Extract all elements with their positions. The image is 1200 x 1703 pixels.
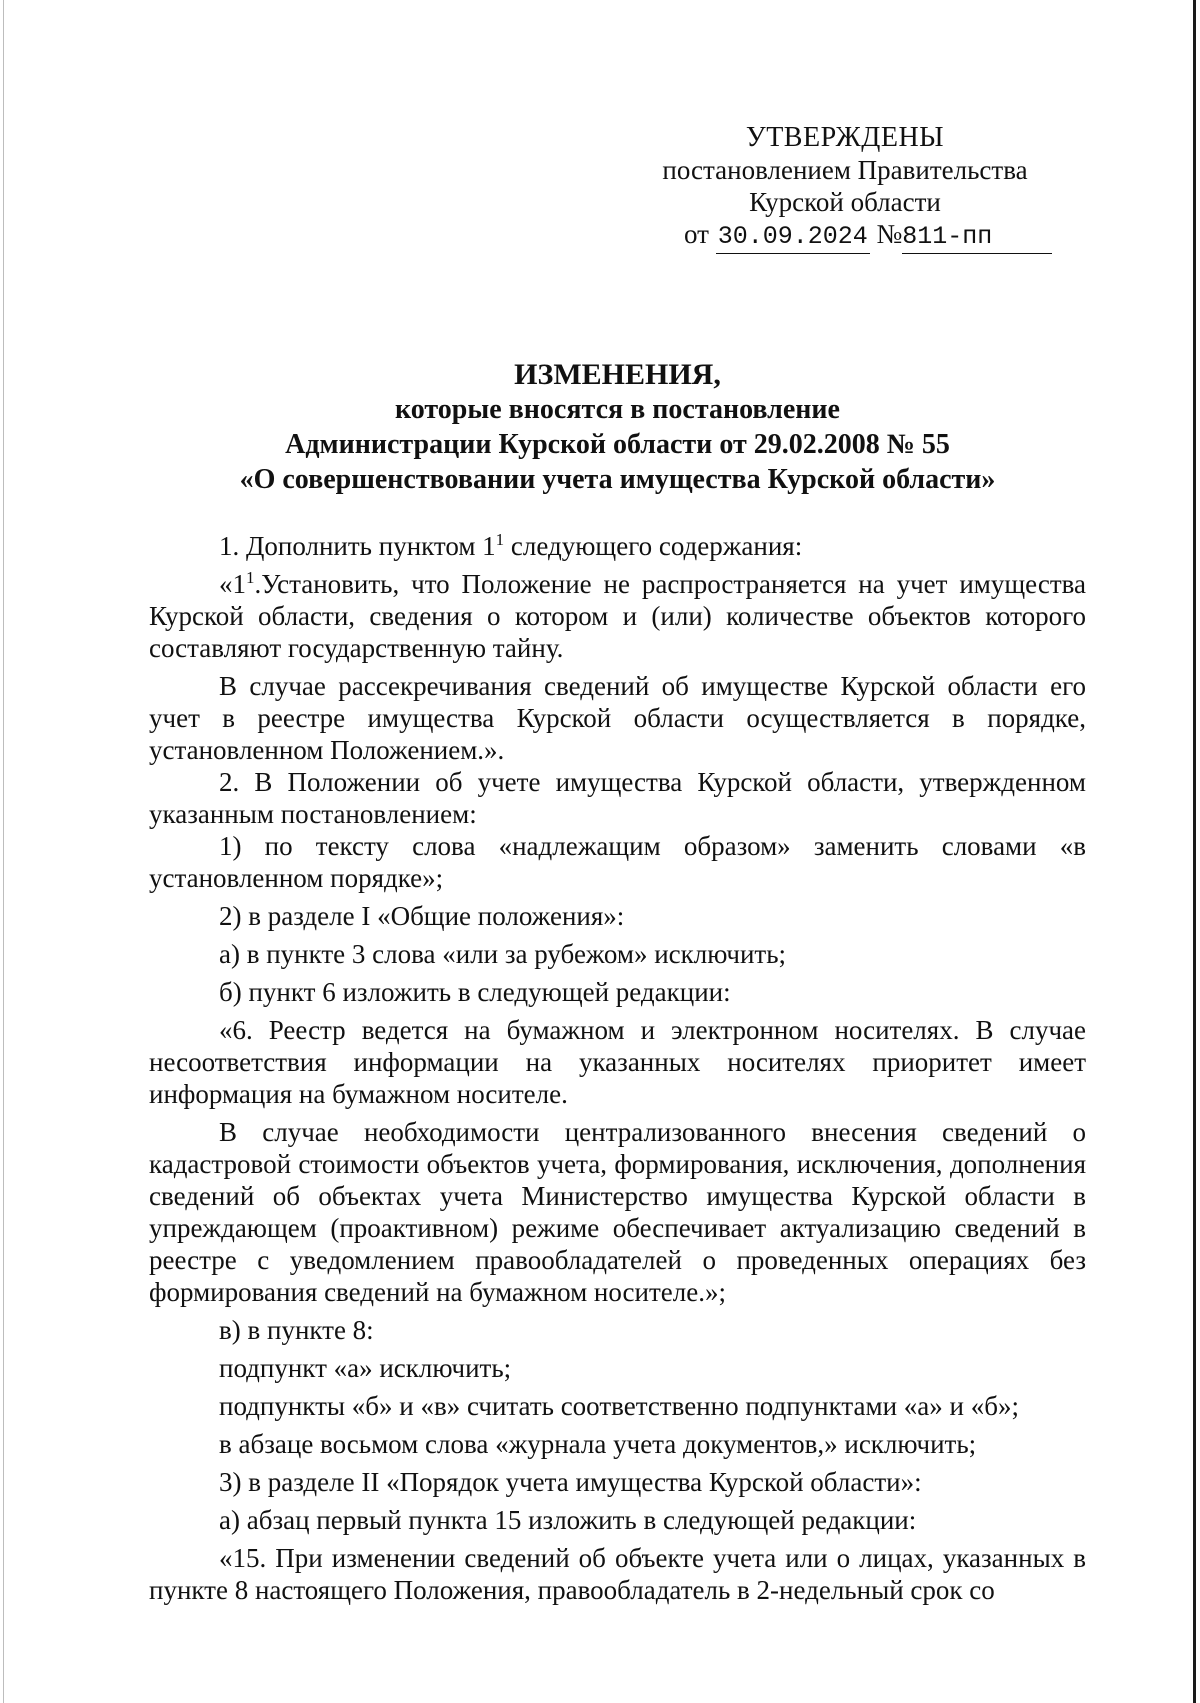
paragraph-2 [149, 562, 1086, 664]
paragraph-12: подпункт «а» исключить; [219, 1353, 512, 1383]
paragraph-8: б) пункт 6 изложить в следующей редакции: [219, 977, 731, 1007]
title-line-1: ИЗМЕНЕНИЯ, [514, 358, 721, 391]
paragraph-13: подпункты «б» и «в» считать соответственно подпунктами «а» и «б»; [219, 1391, 1019, 1421]
paragraph-15: 3) в разделе II «Порядок учета имущества Курской области»: [219, 1467, 922, 1497]
approval-date-prefix: от [684, 219, 709, 249]
paragraph-1 [149, 524, 1086, 562]
document-title [150, 357, 1085, 497]
approval-issuer: постановлением Правительства [662, 155, 1028, 185]
title-line-4: «О совершенствовании учета имущества Курской области» [239, 464, 996, 495]
paragraph-7: а) в пункте 3 слова «или за рубежом» исключить; [219, 939, 787, 969]
paragraph-1-text: 1. Дополнить пунктом 1 [219, 531, 496, 561]
approval-heading: УТВЕРЖДЕНЫ [745, 122, 945, 153]
scan-edge-right [1193, 0, 1196, 1703]
paragraph-2-text: «1 [219, 569, 246, 599]
approval-region: Курской области [749, 187, 941, 217]
paragraph-17: «15. При изменении сведений об объекте учета или о лицах, указанных в пункте 8 настоящего Положения, правообладатель в 2-недельный срок со [149, 1543, 1086, 1605]
paragraph-6: 2) в разделе I «Общие положения»: [219, 901, 625, 931]
document-body [149, 524, 1086, 1606]
paragraph-5: 1) по тексту слова «надлежащим образом» заменить словами «в установленном порядке»; [149, 831, 1086, 893]
title-line-2: которые вносятся в постановление [395, 394, 840, 425]
title-line-3: Администрации Курской области от 29.02.2008 № 55 [285, 429, 950, 460]
paragraph-3: В случае рассекречивания сведений об имуществе Курской области его учет в реестре имущества Курской области осуществляется в порядке, установленном Положением.». [149, 671, 1086, 765]
paragraph-16: а) абзац первый пункта 15 изложить в следующей редакции: [219, 1505, 917, 1535]
superscript: 1 [246, 568, 255, 587]
approval-number-prefix: № [876, 219, 903, 249]
paragraph-4: 2. В Положении об учете имущества Курской области, утвержденном указанным постановлением: [149, 767, 1086, 829]
approval-stamp [600, 122, 1090, 254]
paragraph-2-text-end: .Установить, что Положение не распространяется на учет имущества Курской области, сведения о котором и (или) количестве объектов которого составляют государственную тайну. [149, 569, 1086, 663]
paragraph-10: В случае необходимости централизованного внесения сведений о кадастровой стоимости объектов учета, формирования, исключения, дополнения сведений об объектах учета Министерство имущества Курской области в упреждающем (проактивном) режиме обеспечивает актуализацию сведений в реестре с уведомлением правообладателей о проведенных операциях без формирования сведений на бумажном носителе.»; [149, 1117, 1086, 1307]
approval-number: 811-пп [902, 221, 1052, 254]
paragraph-1-text-end: следующего содержания: [504, 531, 803, 561]
scan-edge-left [3, 0, 4, 1703]
paragraph-9: «6. Реестр ведется на бумажном и электронном носителях. В случае несоответствия информации на указанных носителях приоритет имеет информация на бумажном носителе. [149, 1015, 1086, 1109]
approval-date: 30.09.2024 [716, 221, 870, 254]
paragraph-14: в абзаце восьмом слова «журнала учета документов,» исключить; [219, 1429, 977, 1459]
paragraph-11: в) в пункте 8: [219, 1315, 374, 1345]
superscript: 1 [495, 530, 505, 549]
approval-date-line [600, 218, 1090, 254]
